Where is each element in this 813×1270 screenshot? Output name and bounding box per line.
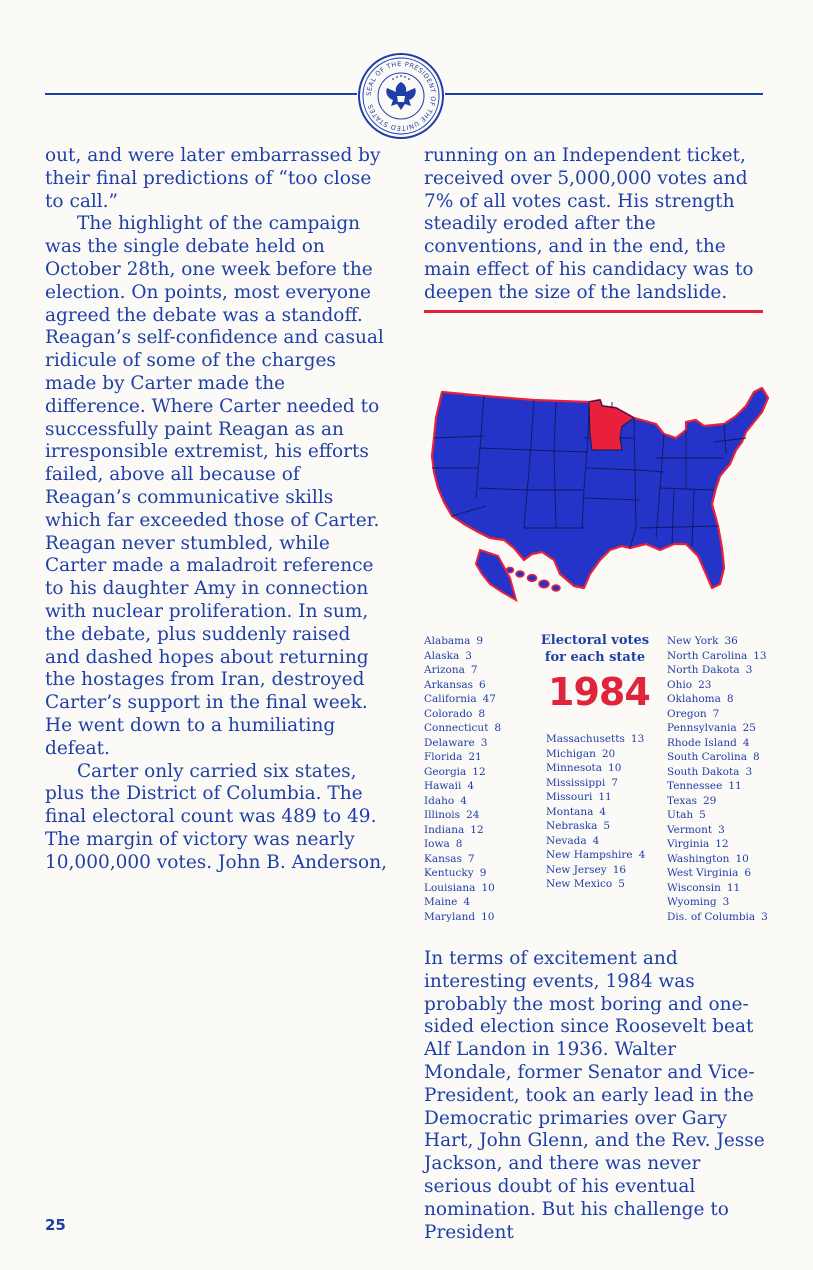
state-votes: 8 xyxy=(455,838,463,850)
left-paragraph-1: out, and were later embarrassed by their final predictions of “too close to call.” xyxy=(45,145,381,212)
state-row xyxy=(424,910,501,925)
state-row xyxy=(667,721,768,736)
state-name: New Hampshire xyxy=(546,849,633,861)
state-name: Oregon xyxy=(667,707,707,720)
state-votes: 12 xyxy=(715,838,729,850)
state-votes: 5 xyxy=(603,820,611,832)
state-name: Vermont xyxy=(667,823,713,836)
state-name: Nevada xyxy=(546,834,587,847)
state-name: Massachusetts xyxy=(546,733,625,745)
state-name: Kansas xyxy=(424,852,462,865)
state-votes: 11 xyxy=(598,791,612,803)
state-row xyxy=(667,750,768,765)
state-name: Indiana xyxy=(424,823,465,836)
state-votes: 7 xyxy=(611,776,618,789)
state-votes: 3 xyxy=(722,896,730,908)
state-name: Montana xyxy=(546,805,594,818)
states-column-1 xyxy=(424,634,501,924)
state-votes: 8 xyxy=(752,751,760,763)
state-name: Maine xyxy=(424,896,458,908)
state-name: Dis. of Columbia xyxy=(667,910,756,923)
state-name: Pennsylvania xyxy=(667,722,737,734)
hawaii-island xyxy=(552,585,560,591)
state-row xyxy=(546,863,645,878)
state-name: Louisiana xyxy=(424,881,476,894)
state-votes: 10 xyxy=(481,910,495,923)
state-row xyxy=(424,794,501,809)
state-row xyxy=(424,736,501,751)
state-votes: 4 xyxy=(638,849,646,861)
state-row xyxy=(546,776,645,791)
state-row xyxy=(667,866,768,881)
states-column-2 xyxy=(546,732,645,892)
state-votes: 6 xyxy=(744,867,752,879)
state-row xyxy=(667,794,768,809)
state-row xyxy=(667,910,768,925)
state-row xyxy=(546,819,645,834)
election-year: 1984 xyxy=(548,670,650,714)
left-column-text xyxy=(45,145,387,875)
state-votes: 7 xyxy=(712,707,720,720)
state-name: Delaware xyxy=(424,736,475,749)
state-name: Arkansas xyxy=(424,678,474,691)
state-votes: 13 xyxy=(630,733,645,745)
state-row xyxy=(424,678,501,693)
state-votes: 36 xyxy=(724,635,738,647)
state-votes: 21 xyxy=(468,751,482,763)
state-name: Nebraska xyxy=(546,820,598,832)
us-electoral-map xyxy=(424,378,770,612)
state-row xyxy=(424,881,501,896)
state-votes: 9 xyxy=(476,635,484,647)
state-votes: 4 xyxy=(460,794,467,807)
state-votes: 11 xyxy=(728,780,742,792)
state-row xyxy=(667,852,768,867)
state-row xyxy=(424,649,501,664)
state-votes: 12 xyxy=(472,765,486,778)
state-votes: 3 xyxy=(718,823,725,836)
state-row xyxy=(546,761,645,776)
state-name: Tennessee xyxy=(667,780,723,792)
red-divider xyxy=(424,310,763,313)
state-row xyxy=(424,779,501,794)
state-name: West Virginia xyxy=(667,867,739,879)
state-votes: 25 xyxy=(742,722,756,734)
left-paragraph-3: Carter only carried six states, plus the District of Columbia. The final electoral count was 489 to 49. The margin of victory was nearly 10,000,000 votes. John B. Anderson, xyxy=(45,760,387,873)
state-row xyxy=(667,837,768,852)
state-votes: 47 xyxy=(482,693,496,705)
state-name: Michigan xyxy=(546,747,596,760)
state-row xyxy=(424,823,501,838)
hawaii-island xyxy=(528,575,537,582)
state-row xyxy=(546,805,645,820)
state-name: South Dakota xyxy=(667,765,740,778)
state-votes: 16 xyxy=(612,863,627,876)
state-row xyxy=(546,848,645,863)
state-name: Hawaii xyxy=(424,780,462,792)
state-row xyxy=(667,881,768,896)
state-votes: 4 xyxy=(592,834,600,847)
electoral-votes-heading: Electoral votes for each state xyxy=(540,633,650,665)
state-votes: 9 xyxy=(479,867,487,879)
state-name: Ohio xyxy=(667,678,693,691)
states-column-3 xyxy=(667,634,768,924)
state-name: Missouri xyxy=(546,791,593,803)
state-row xyxy=(667,808,768,823)
state-row xyxy=(546,877,645,892)
state-row xyxy=(424,852,501,867)
state-row xyxy=(424,663,501,678)
state-votes: 4 xyxy=(463,896,471,908)
state-name: Alaska xyxy=(424,649,460,662)
state-votes: 10 xyxy=(735,852,749,865)
state-votes: 13 xyxy=(753,649,767,662)
presidential-seal-icon xyxy=(357,52,445,140)
state-name: Utah xyxy=(667,809,694,821)
state-name: Idaho xyxy=(424,794,455,807)
state-row xyxy=(667,634,768,649)
right-bottom-text xyxy=(424,948,766,1244)
state-row xyxy=(546,790,645,805)
state-name: North Dakota xyxy=(667,664,740,676)
header-rule-right xyxy=(445,93,763,95)
state-row xyxy=(424,721,501,736)
state-row xyxy=(424,866,501,881)
state-row xyxy=(424,692,501,707)
state-row xyxy=(546,732,645,747)
hawaii-island xyxy=(539,580,549,588)
state-name: Iowa xyxy=(424,838,450,850)
state-votes: 4 xyxy=(599,805,607,818)
alaska-shape xyxy=(476,550,516,600)
state-votes: 3 xyxy=(465,649,472,662)
state-votes: 3 xyxy=(480,736,488,749)
state-name: Wyoming xyxy=(667,896,717,908)
state-row xyxy=(667,692,768,707)
state-row xyxy=(667,765,768,780)
right-top-paragraph: running on an Independent ticket, received over 5,000,000 votes and 7% of all votes cast. His strength steadily eroded after the conventions, and in the end, the main effect of his candidacy was to deepen the size of the landslide. xyxy=(424,145,754,303)
state-name: Connecticut xyxy=(424,722,489,734)
state-votes: 4 xyxy=(742,736,750,749)
state-name: Florida xyxy=(424,751,463,763)
state-votes: 29 xyxy=(702,794,717,807)
state-votes: 6 xyxy=(479,678,486,691)
state-name: Oklahoma xyxy=(667,693,721,705)
state-name: California xyxy=(424,693,477,705)
state-votes: 11 xyxy=(726,881,741,894)
state-row xyxy=(424,837,501,852)
state-name: Kentucky xyxy=(424,867,474,879)
state-row xyxy=(667,663,768,678)
state-row xyxy=(546,747,645,762)
state-name: Mississippi xyxy=(546,776,606,789)
hawaii-island xyxy=(516,571,524,577)
state-votes: 4 xyxy=(467,780,475,792)
state-row xyxy=(667,823,768,838)
left-paragraph-2: The highlight of the campaign was the single debate held on October 28th, one week before the election. On points, most everyone agreed the debate was a standoff. Reagan’s self-confidence and casual ridicule of some of the charges made by Carter made the difference. Where Carter needed to successfully paint Reagan as an irresponsible extremist, his efforts failed, above all because of Reagan’s communicative skills which far exceeded those of Carter. Reagan never stumbled, while Carter made a maladroit reference to his daughter Amy in connection with nuclear proliferation. In sum, the debate, plus suddenly raised and dashed hopes about returning the hostages from Iran, destroyed Carter’s support in the final week. He went down to a humiliating defeat. xyxy=(45,213,384,759)
state-row xyxy=(546,834,645,849)
state-votes: 3 xyxy=(761,910,768,923)
state-row xyxy=(424,750,501,765)
state-row xyxy=(424,895,501,910)
state-row xyxy=(667,895,768,910)
state-votes: 8 xyxy=(494,722,502,734)
state-votes: 7 xyxy=(470,664,478,676)
state-votes: 8 xyxy=(478,707,486,720)
state-row xyxy=(667,779,768,794)
state-row xyxy=(667,736,768,751)
state-name: Arizona xyxy=(424,664,465,676)
state-votes: 5 xyxy=(699,809,706,821)
state-votes: 8 xyxy=(726,693,734,705)
state-name: Minnesota xyxy=(546,762,603,774)
state-name: Rhode Island xyxy=(667,736,737,749)
state-votes: 3 xyxy=(745,664,753,676)
state-votes: 3 xyxy=(745,765,753,778)
state-row xyxy=(424,634,501,649)
state-votes: 12 xyxy=(470,823,484,836)
state-votes: 23 xyxy=(698,678,712,691)
state-name: Wisconsin xyxy=(667,881,721,894)
state-name: South Carolina xyxy=(667,751,747,763)
state-votes: 20 xyxy=(601,747,616,760)
state-name: Washington xyxy=(667,852,730,865)
state-name: Georgia xyxy=(424,765,467,778)
state-votes: 5 xyxy=(618,878,625,890)
state-row xyxy=(667,649,768,664)
state-row xyxy=(667,707,768,722)
state-name: North Carolina xyxy=(667,649,748,662)
seal-lettering: SEAL OF THE PRESIDENT OF THE UNITED STATES xyxy=(364,59,438,133)
state-name: Texas xyxy=(667,794,697,807)
header-rule-left xyxy=(45,93,357,95)
state-row xyxy=(424,707,501,722)
state-row xyxy=(424,765,501,780)
state-name: Virginia xyxy=(667,838,710,850)
state-name: Illinois xyxy=(424,809,461,821)
state-votes: 10 xyxy=(608,762,622,774)
state-votes: 24 xyxy=(466,809,480,821)
state-name: Maryland xyxy=(424,910,476,923)
state-name: Alabama xyxy=(424,635,471,647)
state-name: New York xyxy=(667,635,719,647)
state-votes: 7 xyxy=(467,852,475,865)
state-row xyxy=(667,678,768,693)
right-top-text xyxy=(424,145,766,305)
state-name: New Jersey xyxy=(546,863,607,876)
state-row xyxy=(424,808,501,823)
page-number: 25 xyxy=(45,1216,66,1234)
right-bottom-paragraph: In terms of excitement and interesting events, 1984 was probably the most boring and one-sided election since Roosevelt beat Alf Landon in 1936. Walter Mondale, former Senator and Vice-President, took an early lead in the Democratic primaries over Gary Hart, John Glenn, and the Rev. Jesse Jackson, and there was never serious doubt of his eventual nomination. But his challenge to President xyxy=(424,948,765,1243)
state-name: Colorado xyxy=(424,707,473,720)
state-votes: 10 xyxy=(481,881,495,894)
state-name: New Mexico xyxy=(546,878,613,890)
